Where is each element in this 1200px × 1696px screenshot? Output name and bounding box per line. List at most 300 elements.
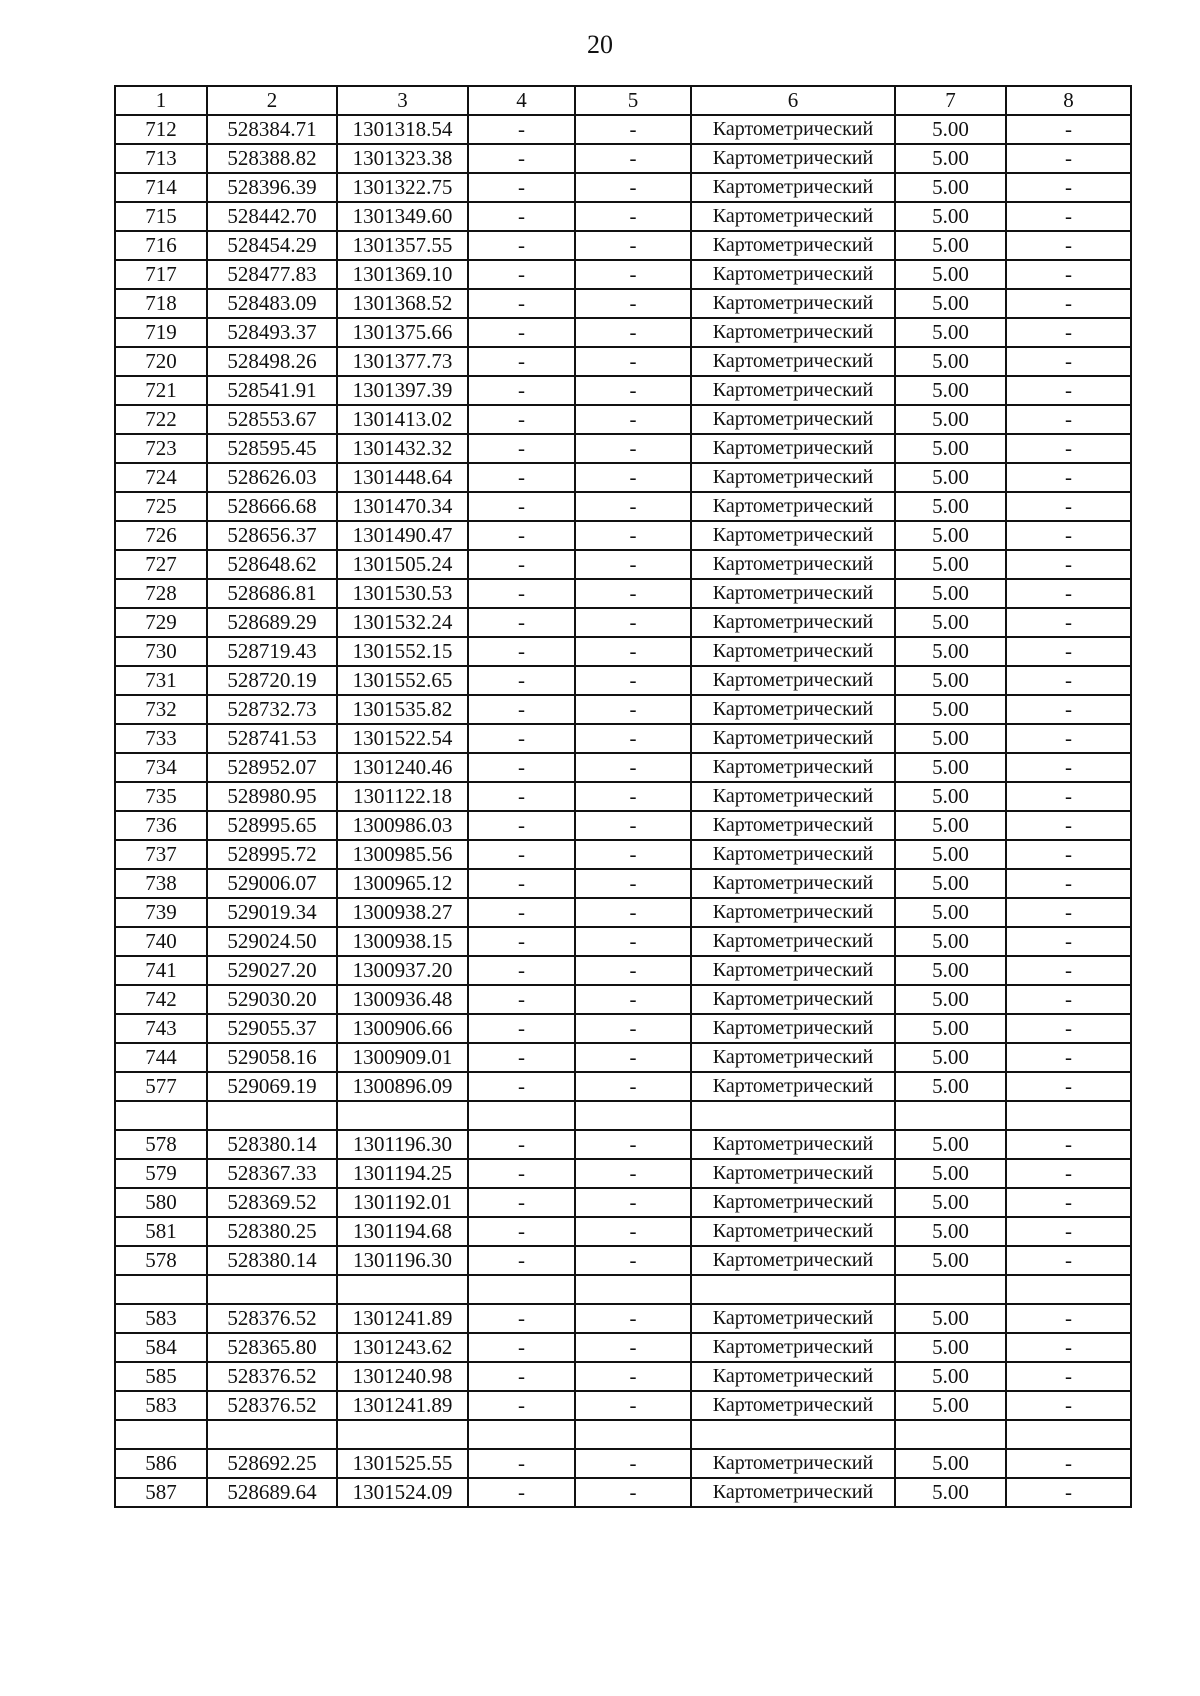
y-coordinate-cell: 1301194.25: [337, 1159, 468, 1188]
y-coordinate-cell: 1300936.48: [337, 985, 468, 1014]
accuracy-cell: 5.00: [895, 1159, 1006, 1188]
x-coordinate-cell: 528689.29: [207, 608, 337, 637]
point-number-cell: 716: [115, 231, 207, 260]
accuracy-cell: 5.00: [895, 753, 1006, 782]
col8-cell: -: [1006, 1043, 1131, 1072]
col8-cell: -: [1006, 1391, 1131, 1420]
col4-cell: -: [468, 1217, 575, 1246]
col8-cell: -: [1006, 492, 1131, 521]
y-coordinate-cell: 1301532.24: [337, 608, 468, 637]
y-coordinate-cell: 1301522.54: [337, 724, 468, 753]
method-cell: Картометрический: [691, 1043, 895, 1072]
x-coordinate-cell: 529024.50: [207, 927, 337, 956]
col5-cell: -: [575, 869, 691, 898]
method-cell: Картометрический: [691, 1159, 895, 1188]
point-number-cell: 740: [115, 927, 207, 956]
x-coordinate-cell: 528380.14: [207, 1130, 337, 1159]
accuracy-cell: 5.00: [895, 376, 1006, 405]
method-cell: Картометрический: [691, 173, 895, 202]
x-coordinate-cell: 528493.37: [207, 318, 337, 347]
accuracy-cell: 5.00: [895, 1072, 1006, 1101]
accuracy-cell: 5.00: [895, 260, 1006, 289]
y-coordinate-cell: 1301196.30: [337, 1246, 468, 1275]
col5-cell: -: [575, 202, 691, 231]
col4-cell: -: [468, 1014, 575, 1043]
y-coordinate-cell: 1300938.27: [337, 898, 468, 927]
x-coordinate-cell: 528376.52: [207, 1391, 337, 1420]
col8-cell: -: [1006, 1333, 1131, 1362]
col5-cell: -: [575, 753, 691, 782]
col4-cell: -: [468, 289, 575, 318]
col4-cell: -: [468, 608, 575, 637]
x-coordinate-cell: 528719.43: [207, 637, 337, 666]
method-cell: Картометрический: [691, 1014, 895, 1043]
table-row: [115, 1449, 1131, 1478]
col8-cell: -: [1006, 811, 1131, 840]
col4-cell: -: [468, 898, 575, 927]
col8-cell: -: [1006, 753, 1131, 782]
accuracy-cell: 5.00: [895, 927, 1006, 956]
col5-cell: -: [575, 1246, 691, 1275]
col5-cell: -: [575, 521, 691, 550]
accuracy-cell: 5.00: [895, 1014, 1006, 1043]
method-cell: Картометрический: [691, 724, 895, 753]
col8-cell: -: [1006, 260, 1131, 289]
col4-cell: -: [468, 1159, 575, 1188]
point-number-cell: 587: [115, 1478, 207, 1507]
accuracy-cell: 5.00: [895, 1333, 1006, 1362]
table-row: [115, 1275, 1131, 1304]
table-body: [115, 115, 1131, 1507]
col8-cell: -: [1006, 231, 1131, 260]
accuracy-cell: 5.00: [895, 347, 1006, 376]
y-coordinate-cell: 1301322.75: [337, 173, 468, 202]
x-coordinate-cell: 528686.81: [207, 579, 337, 608]
x-coordinate-cell: 528952.07: [207, 753, 337, 782]
point-number-cell: 733: [115, 724, 207, 753]
method-cell: Картометрический: [691, 550, 895, 579]
table-row: [115, 463, 1131, 492]
method-cell: Картометрический: [691, 811, 895, 840]
col5-cell: -: [575, 550, 691, 579]
col4-cell: -: [468, 318, 575, 347]
accuracy-cell: [895, 1101, 1006, 1130]
method-cell: Картометрический: [691, 318, 895, 347]
x-coordinate-cell: 528666.68: [207, 492, 337, 521]
col4-cell: -: [468, 1188, 575, 1217]
col4-cell: [468, 1101, 575, 1130]
col4-cell: -: [468, 1449, 575, 1478]
y-coordinate-cell: 1301323.38: [337, 144, 468, 173]
col4-cell: -: [468, 1333, 575, 1362]
col5-cell: -: [575, 1333, 691, 1362]
x-coordinate-cell: 528741.53: [207, 724, 337, 753]
col5-cell: -: [575, 608, 691, 637]
table-row: [115, 231, 1131, 260]
method-cell: Картометрический: [691, 434, 895, 463]
col4-cell: -: [468, 956, 575, 985]
col8-cell: -: [1006, 637, 1131, 666]
accuracy-cell: 5.00: [895, 1188, 1006, 1217]
method-cell: Картометрический: [691, 956, 895, 985]
y-coordinate-cell: 1301552.15: [337, 637, 468, 666]
point-number-cell: 735: [115, 782, 207, 811]
column-header: 3: [337, 86, 468, 115]
col4-cell: -: [468, 434, 575, 463]
col4-cell: -: [468, 405, 575, 434]
y-coordinate-cell: 1301196.30: [337, 1130, 468, 1159]
table-row: [115, 173, 1131, 202]
method-cell: Картометрический: [691, 1246, 895, 1275]
table-row: [115, 579, 1131, 608]
method-cell: Картометрический: [691, 1304, 895, 1333]
y-coordinate-cell: 1301535.82: [337, 695, 468, 724]
col4-cell: -: [468, 782, 575, 811]
point-number-cell: 726: [115, 521, 207, 550]
page-number: 20: [587, 30, 613, 59]
table-row: [115, 550, 1131, 579]
method-cell: Картометрический: [691, 376, 895, 405]
x-coordinate-cell: 529030.20: [207, 985, 337, 1014]
col8-cell: -: [1006, 318, 1131, 347]
col8-cell: -: [1006, 1072, 1131, 1101]
point-number-cell: 734: [115, 753, 207, 782]
accuracy-cell: 5.00: [895, 318, 1006, 347]
method-cell: [691, 1420, 895, 1449]
point-number-cell: 742: [115, 985, 207, 1014]
col5-cell: [575, 1275, 691, 1304]
point-number-cell: 720: [115, 347, 207, 376]
col4-cell: -: [468, 492, 575, 521]
col8-cell: -: [1006, 782, 1131, 811]
col8-cell: -: [1006, 695, 1131, 724]
col5-cell: -: [575, 405, 691, 434]
col8-cell: -: [1006, 202, 1131, 231]
col5-cell: -: [575, 666, 691, 695]
point-number-cell: 743: [115, 1014, 207, 1043]
col8-cell: -: [1006, 347, 1131, 376]
accuracy-cell: [895, 1420, 1006, 1449]
col8-cell: -: [1006, 1362, 1131, 1391]
method-cell: Картометрический: [691, 840, 895, 869]
point-number-cell: 717: [115, 260, 207, 289]
y-coordinate-cell: 1301448.64: [337, 463, 468, 492]
col5-cell: -: [575, 289, 691, 318]
col8-cell: -: [1006, 1130, 1131, 1159]
method-cell: Картометрический: [691, 1478, 895, 1507]
x-coordinate-cell: 528541.91: [207, 376, 337, 405]
col5-cell: -: [575, 1188, 691, 1217]
table-row: [115, 521, 1131, 550]
col8-cell: -: [1006, 898, 1131, 927]
col8-cell: [1006, 1101, 1131, 1130]
table-row: [115, 666, 1131, 695]
col4-cell: -: [468, 347, 575, 376]
col5-cell: -: [575, 840, 691, 869]
col4-cell: -: [468, 521, 575, 550]
accuracy-cell: 5.00: [895, 782, 1006, 811]
col5-cell: -: [575, 260, 691, 289]
method-cell: Картометрический: [691, 289, 895, 318]
y-coordinate-cell: 1301357.55: [337, 231, 468, 260]
table-row: [115, 753, 1131, 782]
col5-cell: -: [575, 1362, 691, 1391]
table-row: [115, 1159, 1131, 1188]
col5-cell: -: [575, 1072, 691, 1101]
col8-cell: -: [1006, 463, 1131, 492]
accuracy-cell: 5.00: [895, 985, 1006, 1014]
col5-cell: -: [575, 985, 691, 1014]
table-row: [115, 811, 1131, 840]
x-coordinate-cell: [207, 1420, 337, 1449]
y-coordinate-cell: 1300986.03: [337, 811, 468, 840]
table-row: [115, 898, 1131, 927]
x-coordinate-cell: 528477.83: [207, 260, 337, 289]
col5-cell: -: [575, 782, 691, 811]
col8-cell: -: [1006, 1304, 1131, 1333]
table-row: [115, 840, 1131, 869]
x-coordinate-cell: 528689.64: [207, 1478, 337, 1507]
method-cell: Картометрический: [691, 579, 895, 608]
method-cell: Картометрический: [691, 1391, 895, 1420]
method-cell: Картометрический: [691, 985, 895, 1014]
y-coordinate-cell: 1301368.52: [337, 289, 468, 318]
x-coordinate-cell: 528369.52: [207, 1188, 337, 1217]
accuracy-cell: 5.00: [895, 1246, 1006, 1275]
point-number-cell: 580: [115, 1188, 207, 1217]
table-row: [115, 637, 1131, 666]
col5-cell: -: [575, 1043, 691, 1072]
col8-cell: -: [1006, 956, 1131, 985]
table-row: [115, 695, 1131, 724]
col8-cell: [1006, 1420, 1131, 1449]
col8-cell: -: [1006, 1478, 1131, 1507]
col5-cell: -: [575, 927, 691, 956]
col8-cell: -: [1006, 927, 1131, 956]
x-coordinate-cell: 529055.37: [207, 1014, 337, 1043]
y-coordinate-cell: 1301192.01: [337, 1188, 468, 1217]
x-coordinate-cell: 528980.95: [207, 782, 337, 811]
col5-cell: [575, 1420, 691, 1449]
x-coordinate-cell: 528376.52: [207, 1304, 337, 1333]
y-coordinate-cell: 1300909.01: [337, 1043, 468, 1072]
y-coordinate-cell: 1301377.73: [337, 347, 468, 376]
col4-cell: -: [468, 869, 575, 898]
col8-cell: [1006, 1275, 1131, 1304]
col4-cell: -: [468, 985, 575, 1014]
col4-cell: -: [468, 811, 575, 840]
method-cell: [691, 1101, 895, 1130]
method-cell: Картометрический: [691, 1188, 895, 1217]
x-coordinate-cell: [207, 1275, 337, 1304]
col5-cell: -: [575, 1217, 691, 1246]
point-number-cell: 577: [115, 1072, 207, 1101]
x-coordinate-cell: 528396.39: [207, 173, 337, 202]
col4-cell: -: [468, 231, 575, 260]
point-number-cell: 585: [115, 1362, 207, 1391]
col4-cell: -: [468, 260, 575, 289]
table-row: [115, 1188, 1131, 1217]
col4-cell: -: [468, 579, 575, 608]
x-coordinate-cell: 529019.34: [207, 898, 337, 927]
method-cell: Картометрический: [691, 753, 895, 782]
column-header: 4: [468, 86, 575, 115]
method-cell: Картометрический: [691, 202, 895, 231]
x-coordinate-cell: 528483.09: [207, 289, 337, 318]
y-coordinate-cell: 1301552.65: [337, 666, 468, 695]
point-number-cell: 739: [115, 898, 207, 927]
x-coordinate-cell: 528384.71: [207, 115, 337, 144]
table-row: [115, 927, 1131, 956]
x-coordinate-cell: 528380.14: [207, 1246, 337, 1275]
col5-cell: [575, 1101, 691, 1130]
accuracy-cell: 5.00: [895, 811, 1006, 840]
accuracy-cell: 5.00: [895, 144, 1006, 173]
accuracy-cell: 5.00: [895, 434, 1006, 463]
table-row: [115, 1333, 1131, 1362]
table-row: [115, 318, 1131, 347]
accuracy-cell: 5.00: [895, 869, 1006, 898]
x-coordinate-cell: 529058.16: [207, 1043, 337, 1072]
col8-cell: -: [1006, 724, 1131, 753]
col5-cell: -: [575, 318, 691, 347]
y-coordinate-cell: 1301524.09: [337, 1478, 468, 1507]
col5-cell: -: [575, 1159, 691, 1188]
col5-cell: -: [575, 1478, 691, 1507]
accuracy-cell: 5.00: [895, 1362, 1006, 1391]
y-coordinate-cell: 1300985.56: [337, 840, 468, 869]
col8-cell: -: [1006, 666, 1131, 695]
x-coordinate-cell: 528454.29: [207, 231, 337, 260]
accuracy-cell: 5.00: [895, 1304, 1006, 1333]
point-number-cell: 583: [115, 1304, 207, 1333]
accuracy-cell: 5.00: [895, 1130, 1006, 1159]
table-row: [115, 869, 1131, 898]
col8-cell: -: [1006, 144, 1131, 173]
col5-cell: -: [575, 1304, 691, 1333]
accuracy-cell: 5.00: [895, 840, 1006, 869]
point-number-cell: 718: [115, 289, 207, 318]
y-coordinate-cell: 1301505.24: [337, 550, 468, 579]
method-cell: Картометрический: [691, 608, 895, 637]
col4-cell: -: [468, 173, 575, 202]
method-cell: Картометрический: [691, 521, 895, 550]
y-coordinate-cell: 1300906.66: [337, 1014, 468, 1043]
table-row: [115, 376, 1131, 405]
point-number-cell: 741: [115, 956, 207, 985]
table-row: [115, 492, 1131, 521]
col8-cell: -: [1006, 1217, 1131, 1246]
col8-cell: -: [1006, 579, 1131, 608]
point-number-cell: 736: [115, 811, 207, 840]
method-cell: Картометрический: [691, 1072, 895, 1101]
table-row: [115, 1072, 1131, 1101]
col4-cell: -: [468, 144, 575, 173]
col4-cell: -: [468, 1362, 575, 1391]
col8-cell: -: [1006, 173, 1131, 202]
method-cell: Картометрический: [691, 898, 895, 927]
col4-cell: -: [468, 724, 575, 753]
accuracy-cell: 5.00: [895, 463, 1006, 492]
method-cell: Картометрический: [691, 115, 895, 144]
col5-cell: -: [575, 956, 691, 985]
y-coordinate-cell: 1301470.34: [337, 492, 468, 521]
col4-cell: -: [468, 1043, 575, 1072]
point-number-cell: 712: [115, 115, 207, 144]
col8-cell: -: [1006, 115, 1131, 144]
method-cell: Картометрический: [691, 463, 895, 492]
x-coordinate-cell: 528656.37: [207, 521, 337, 550]
table-row: [115, 144, 1131, 173]
table-row: [115, 1043, 1131, 1072]
y-coordinate-cell: 1301490.47: [337, 521, 468, 550]
col8-cell: -: [1006, 1246, 1131, 1275]
method-cell: Картометрический: [691, 144, 895, 173]
y-coordinate-cell: [337, 1420, 468, 1449]
accuracy-cell: 5.00: [895, 637, 1006, 666]
y-coordinate-cell: 1301241.89: [337, 1304, 468, 1333]
point-number-cell: 578: [115, 1130, 207, 1159]
method-cell: Картометрический: [691, 637, 895, 666]
col8-cell: -: [1006, 434, 1131, 463]
col4-cell: -: [468, 1246, 575, 1275]
y-coordinate-cell: 1301525.55: [337, 1449, 468, 1478]
column-header: 5: [575, 86, 691, 115]
method-cell: Картометрический: [691, 231, 895, 260]
point-number-cell: 586: [115, 1449, 207, 1478]
y-coordinate-cell: [337, 1275, 468, 1304]
point-number-cell: 729: [115, 608, 207, 637]
point-number-cell: 584: [115, 1333, 207, 1362]
point-number-cell: 583: [115, 1391, 207, 1420]
method-cell: Картометрический: [691, 260, 895, 289]
y-coordinate-cell: 1301397.39: [337, 376, 468, 405]
y-coordinate-cell: 1301413.02: [337, 405, 468, 434]
table-row: [115, 956, 1131, 985]
col4-cell: -: [468, 927, 575, 956]
accuracy-cell: 5.00: [895, 550, 1006, 579]
table-row: [115, 608, 1131, 637]
point-number-cell: [115, 1101, 207, 1130]
method-cell: Картометрический: [691, 1217, 895, 1246]
x-coordinate-cell: 529069.19: [207, 1072, 337, 1101]
accuracy-cell: 5.00: [895, 1478, 1006, 1507]
x-coordinate-cell: 528995.65: [207, 811, 337, 840]
table-row: [115, 202, 1131, 231]
y-coordinate-cell: 1301122.18: [337, 782, 468, 811]
col8-cell: -: [1006, 985, 1131, 1014]
table-row: [115, 1362, 1131, 1391]
accuracy-cell: 5.00: [895, 289, 1006, 318]
table-row: [115, 782, 1131, 811]
col8-cell: -: [1006, 1188, 1131, 1217]
table-row: [115, 115, 1131, 144]
table-row: [115, 1478, 1131, 1507]
y-coordinate-cell: 1301241.89: [337, 1391, 468, 1420]
col5-cell: -: [575, 376, 691, 405]
col8-cell: -: [1006, 1014, 1131, 1043]
x-coordinate-cell: 528995.72: [207, 840, 337, 869]
col4-cell: -: [468, 1304, 575, 1333]
col4-cell: -: [468, 463, 575, 492]
point-number-cell: 738: [115, 869, 207, 898]
col5-cell: -: [575, 1391, 691, 1420]
point-number-cell: [115, 1420, 207, 1449]
y-coordinate-cell: 1301240.98: [337, 1362, 468, 1391]
accuracy-cell: 5.00: [895, 1217, 1006, 1246]
y-coordinate-cell: 1301240.46: [337, 753, 468, 782]
col4-cell: [468, 1420, 575, 1449]
